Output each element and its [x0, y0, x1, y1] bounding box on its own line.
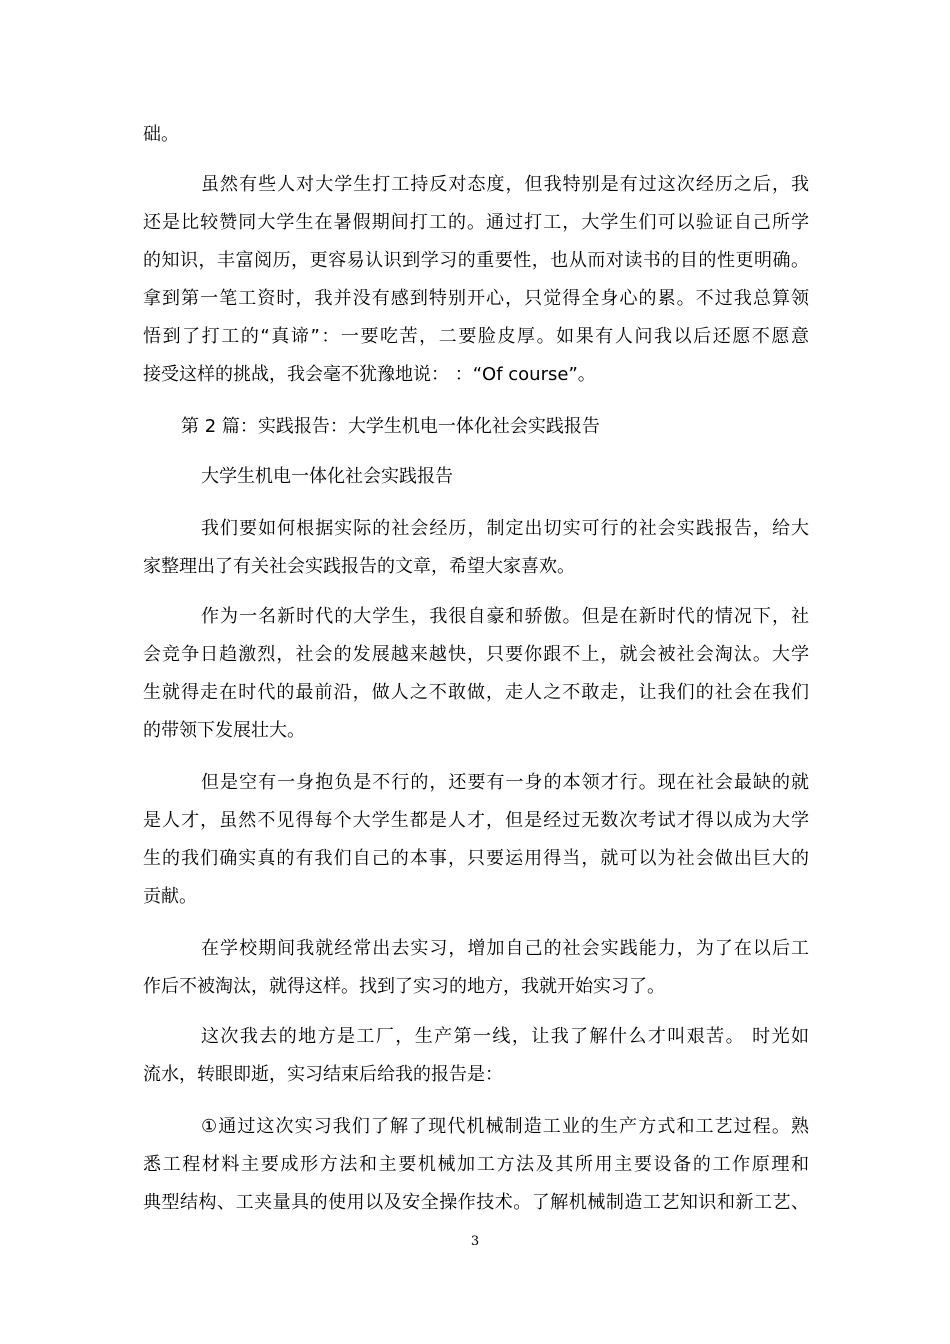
page-number: 3 [470, 1234, 480, 1249]
text-line: 接受这样的挑战，我会毫不犹豫地说： ：“Of course”。 [143, 364, 596, 385]
text-line: 的带领下发展壮大。 [143, 720, 305, 741]
text-line: 的知识，丰富阅历，更容易认识到学习的重要性，也从而对读书的目的性更明确。 [143, 250, 809, 271]
paragraph-first-line: 我们要如何根据实际的社会经历，制定出切实可行的社会实践报告，给大 [201, 518, 809, 539]
paragraph-first-line: 这次我去的地方是工厂，生产第一线，让我了解什么才叫艰苦。 时光如 [201, 1026, 809, 1047]
paragraph-first-line: 但是空有一身抱负是不行的，还要有一身的本领才行。现在社会最缺的就 [201, 772, 809, 793]
text-line: 会竞争日趋激烈，社会的发展越来越快，只要你跟不上，就会被社会淘汰。大学 [143, 644, 809, 665]
text-line: 流水，转眼即逝，实习结束后给我的报告是： [143, 1064, 503, 1085]
section-heading: 第 2 篇：实践报告：大学生机电一体化社会实践报告 [181, 416, 600, 437]
text-line: 生就得走在时代的最前沿，做人之不敢做，走人之不敢走，让我们的社会在我们 [143, 682, 809, 703]
paragraph-first-line: ①通过这次实习我们了解了现代机械制造工业的生产方式和工艺过程。熟 [201, 1116, 809, 1137]
text-line: 悟到了打工的“真谛”：一要吃苦，二要脸皮厚。如果有人问我以后还愿不愿意 [143, 326, 809, 347]
text-line: 是人才，虽然不见得每个大学生都是人才，但是经过无数次考试才得以成为大学 [143, 810, 809, 831]
text-line: 悉工程材料主要成形方法和主要机械加工方法及其所用主要设备的工作原理和 [143, 1154, 809, 1175]
paragraph-first-line: 虽然有些人对大学生打工持反对态度，但我特别是有过这次经历之后，我 [201, 174, 809, 195]
paragraph-first-line: 在学校期间我就经常出去实习，增加自己的社会实践能力，为了在以后工 [201, 938, 809, 959]
text-line: 作后不被淘汰，就得这样。找到了实习的地方，我就开始实习了。 [143, 976, 665, 997]
text-line: 还是比较赞同大学生在暑假期间打工的。通过打工，大学生们可以验证自己所学 [143, 212, 809, 233]
text-line: 典型结构、工夹量具的使用以及安全操作技术。了解机械制造工艺知识和新工艺、 [143, 1192, 809, 1213]
text-line: 拿到第一笔工资时，我并没有感到特别开心，只觉得全身心的累。不过我总算领 [143, 288, 809, 309]
text-line: 生的我们确实真的有我们自己的本事，只要运用得当，就可以为社会做出巨大的 [143, 848, 809, 869]
text-line: 础。 [143, 124, 179, 145]
text-line: 贡献。 [143, 886, 197, 907]
paragraph-first-line: 作为一名新时代的大学生，我很自豪和骄傲。但是在新时代的情况下，社 [201, 606, 809, 627]
report-title: 大学生机电一体化社会实践报告 [201, 466, 453, 487]
text-line: 家整理出了有关社会实践报告的文章，希望大家喜欢。 [143, 556, 575, 577]
